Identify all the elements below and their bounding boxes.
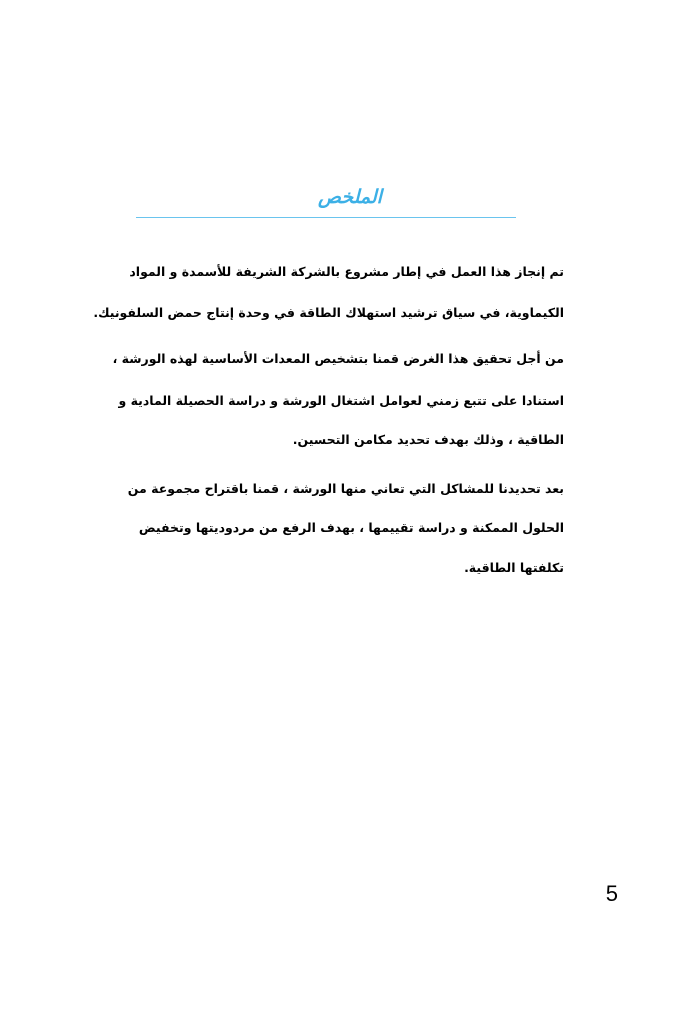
title-underline	[136, 217, 516, 218]
paragraph-line: تكلفتها الطاقية.	[464, 560, 564, 575]
paragraph-line: بعد تحديدنا للمشاكل التي تعاني منها الورشة ، قمنا باقتراح مجموعة من	[127, 481, 564, 496]
abstract-title: الملخص	[318, 186, 382, 208]
paragraph-line: استنادا على تتبع زمني لعوامل اشتغال الورشة و دراسة الحصيلة المادية و	[118, 393, 564, 408]
paragraph-line: الحلول الممكنة و دراسة تقييمها ، بهدف الرفع من مردوديتها وتخفيض	[138, 520, 564, 535]
paragraph-line: تم إنجاز هذا العمل في إطار مشروع بالشركة الشريفة للأسمدة و المواد	[129, 264, 564, 279]
paragraph-line: الطاقية ، وذلك بهدف تحديد مكامن التحسين.	[292, 432, 564, 447]
page-number: 5	[605, 881, 618, 906]
paragraph-line: من أجل تحقيق هذا الغرض قمنا بتشخيص المعدات الأساسية لهذه الورشة ،	[112, 351, 564, 366]
paragraph-line: الكيماوية، في سياق ترشيد استهلاك الطاقة في وحدة إنتاج حمض السلفونيك.	[93, 305, 564, 320]
